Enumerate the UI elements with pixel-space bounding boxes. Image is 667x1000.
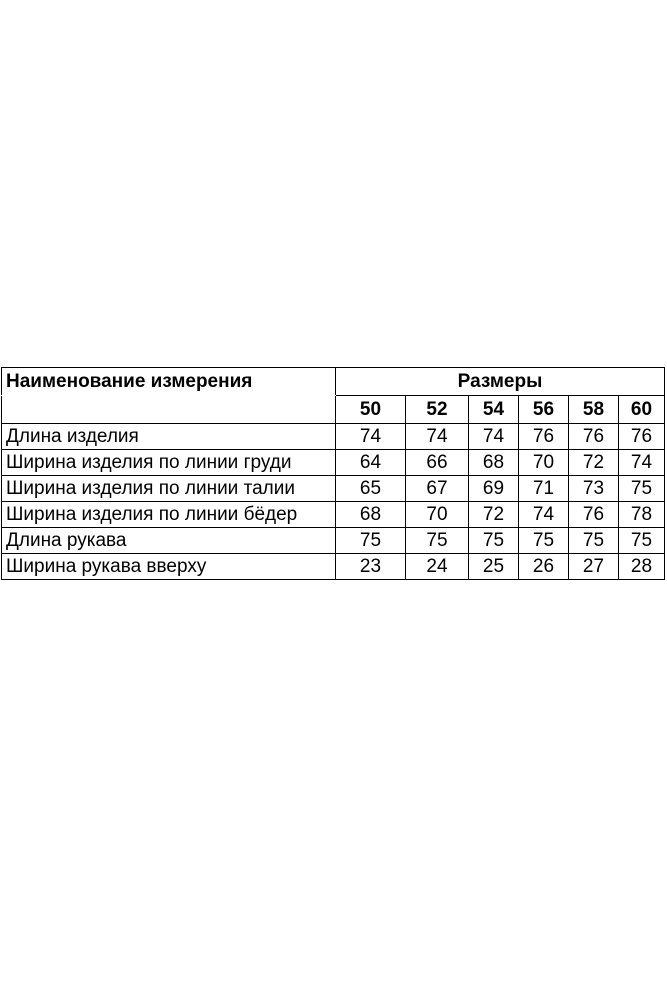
measurement-name: Ширина изделия по линии бёдер [2, 502, 336, 528]
measurement-name: Ширина изделия по линии талии [2, 476, 336, 502]
sizes-row [2, 396, 665, 424]
measurement-value: 74 [619, 450, 665, 476]
measurement-value: 76 [569, 502, 619, 528]
measurement-value: 28 [619, 554, 665, 580]
measurement-value: 27 [569, 554, 619, 580]
measurement-value: 75 [569, 528, 619, 554]
measurement-value: 23 [336, 554, 406, 580]
measurement-value: 67 [406, 476, 469, 502]
table-row [2, 554, 665, 580]
measurement-name: Ширина рукава вверху [2, 554, 336, 580]
measurement-value: 66 [406, 450, 469, 476]
measurement-value: 78 [619, 502, 665, 528]
measurement-value: 25 [469, 554, 519, 580]
size-header-cell: 58 [569, 396, 619, 424]
measurement-value: 75 [336, 528, 406, 554]
measurement-value: 70 [519, 450, 569, 476]
measurement-value: 71 [519, 476, 569, 502]
size-header-cell: 54 [469, 396, 519, 424]
table-row [2, 528, 665, 554]
table-row [2, 476, 665, 502]
measurement-value: 75 [619, 476, 665, 502]
measurement-value: 74 [406, 424, 469, 450]
measurement-value: 65 [336, 476, 406, 502]
measurement-value: 73 [569, 476, 619, 502]
table-row [2, 424, 665, 450]
size-chart-table [1, 367, 665, 580]
size-header-cell: 52 [406, 396, 469, 424]
measurement-value: 72 [569, 450, 619, 476]
measurement-value: 74 [469, 424, 519, 450]
measurement-value: 69 [469, 476, 519, 502]
sizes-header: Размеры [336, 368, 665, 396]
measurement-name: Ширина изделия по линии груди [2, 450, 336, 476]
measurement-value: 76 [569, 424, 619, 450]
measurement-value: 72 [469, 502, 519, 528]
measurement-name: Длина изделия [2, 424, 336, 450]
measurement-value: 74 [519, 502, 569, 528]
measurement-value: 68 [336, 502, 406, 528]
size-header-cell: 60 [619, 396, 665, 424]
size-header-cell: 56 [519, 396, 569, 424]
measurement-name: Длина рукава [2, 528, 336, 554]
measurement-value: 74 [336, 424, 406, 450]
measurement-value: 76 [619, 424, 665, 450]
header-row [2, 368, 665, 396]
measurement-value: 76 [519, 424, 569, 450]
measurement-value: 70 [406, 502, 469, 528]
measurement-value: 68 [469, 450, 519, 476]
measurement-value: 75 [619, 528, 665, 554]
measurement-value: 24 [406, 554, 469, 580]
empty-cell [2, 396, 336, 424]
measurement-header: Наименование измерения [2, 368, 336, 396]
measurement-value: 75 [519, 528, 569, 554]
size-header-cell: 50 [336, 396, 406, 424]
measurement-value: 64 [336, 450, 406, 476]
table-row [2, 502, 665, 528]
measurement-value: 75 [406, 528, 469, 554]
table-row [2, 450, 665, 476]
measurement-value: 75 [469, 528, 519, 554]
measurement-value: 26 [519, 554, 569, 580]
